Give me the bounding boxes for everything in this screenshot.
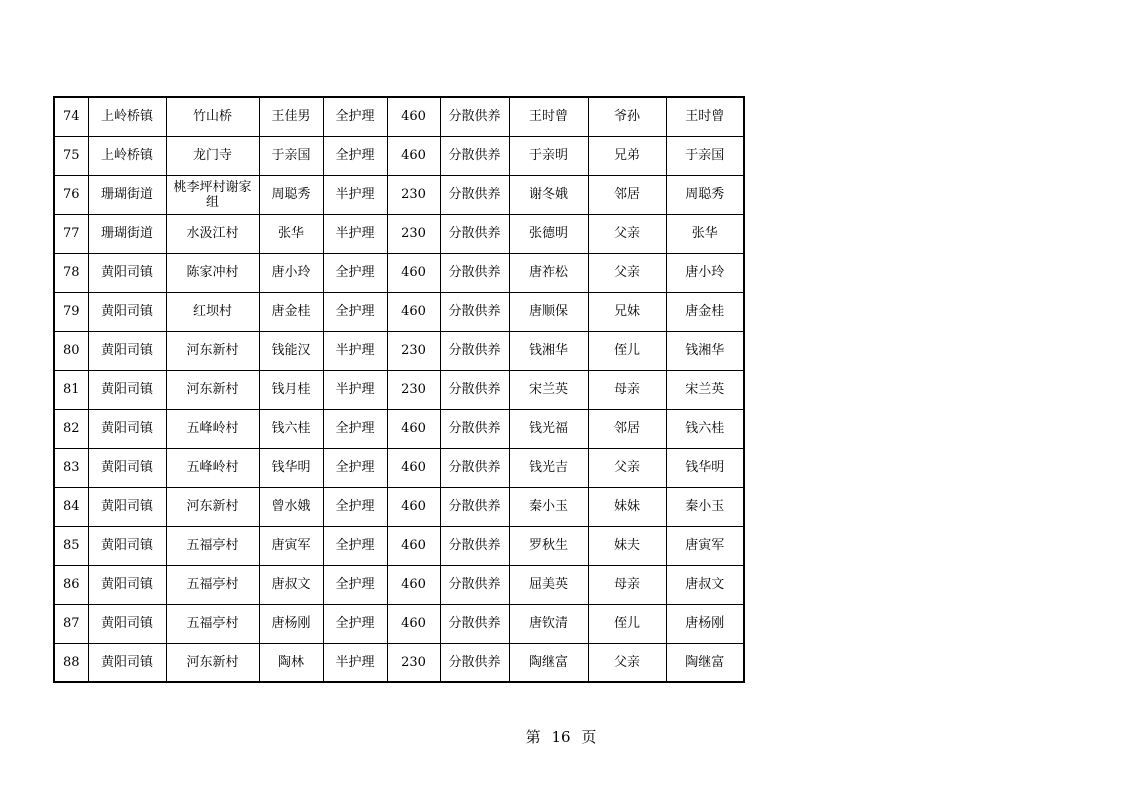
amount-cell: 460 <box>387 253 440 292</box>
serial-number-cell: 80 <box>54 331 88 370</box>
recipient-cell: 宋兰英 <box>666 370 744 409</box>
relationship-cell: 父亲 <box>588 214 666 253</box>
village-cell: 五福亭村 <box>166 526 259 565</box>
recipient-cell: 唐小玲 <box>666 253 744 292</box>
care-level-cell: 全护理 <box>323 487 387 526</box>
care-level-cell: 半护理 <box>323 331 387 370</box>
support-type-cell: 分散供养 <box>440 487 509 526</box>
amount-cell: 460 <box>387 292 440 331</box>
township-cell: 黄阳司镇 <box>88 292 166 331</box>
support-type-cell: 分散供养 <box>440 331 509 370</box>
caregiver-cell: 宋兰英 <box>509 370 588 409</box>
township-cell: 黄阳司镇 <box>88 253 166 292</box>
recipient-cell: 张华 <box>666 214 744 253</box>
care-level-cell: 全护理 <box>323 448 387 487</box>
amount-cell: 460 <box>387 526 440 565</box>
care-level-cell: 全护理 <box>323 292 387 331</box>
support-type-cell: 分散供养 <box>440 292 509 331</box>
table-row <box>54 253 744 292</box>
caregiver-cell: 唐钦清 <box>509 604 588 643</box>
village-cell: 河东新村 <box>166 331 259 370</box>
amount-cell: 230 <box>387 370 440 409</box>
recipient-cell: 周聪秀 <box>666 175 744 214</box>
roster-table-body <box>54 97 744 682</box>
township-cell: 黄阳司镇 <box>88 643 166 682</box>
township-cell: 黄阳司镇 <box>88 604 166 643</box>
serial-number-cell: 81 <box>54 370 88 409</box>
serial-number-cell: 74 <box>54 97 88 136</box>
amount-cell: 460 <box>387 487 440 526</box>
name-cell: 曾水娥 <box>259 487 323 526</box>
serial-number-cell: 88 <box>54 643 88 682</box>
name-cell: 陶林 <box>259 643 323 682</box>
caregiver-cell: 屈美英 <box>509 565 588 604</box>
relationship-cell: 妹妹 <box>588 487 666 526</box>
care-level-cell: 全护理 <box>323 136 387 175</box>
township-cell: 上岭桥镇 <box>88 136 166 175</box>
name-cell: 于亲国 <box>259 136 323 175</box>
caregiver-cell: 谢冬娥 <box>509 175 588 214</box>
support-type-cell: 分散供养 <box>440 370 509 409</box>
serial-number-cell: 85 <box>54 526 88 565</box>
caregiver-cell: 钱光吉 <box>509 448 588 487</box>
support-type-cell: 分散供养 <box>440 526 509 565</box>
caregiver-cell: 王时曾 <box>509 97 588 136</box>
support-type-cell: 分散供养 <box>440 136 509 175</box>
care-level-cell: 全护理 <box>323 409 387 448</box>
amount-cell: 460 <box>387 604 440 643</box>
serial-number-cell: 75 <box>54 136 88 175</box>
recipient-cell: 王时曾 <box>666 97 744 136</box>
recipient-cell: 钱湘华 <box>666 331 744 370</box>
serial-number-cell: 84 <box>54 487 88 526</box>
support-type-cell: 分散供养 <box>440 214 509 253</box>
roster-table <box>53 96 745 683</box>
township-cell: 黄阳司镇 <box>88 487 166 526</box>
name-cell: 钱月桂 <box>259 370 323 409</box>
township-cell: 黄阳司镇 <box>88 409 166 448</box>
township-cell: 黄阳司镇 <box>88 370 166 409</box>
relationship-cell: 妹夫 <box>588 526 666 565</box>
township-cell: 上岭桥镇 <box>88 97 166 136</box>
caregiver-cell: 秦小玉 <box>509 487 588 526</box>
care-level-cell: 全护理 <box>323 253 387 292</box>
village-cell: 水汲江村 <box>166 214 259 253</box>
village-cell: 陈家冲村 <box>166 253 259 292</box>
page-footer-prefix: 第 <box>525 728 541 746</box>
village-cell: 河东新村 <box>166 487 259 526</box>
care-level-cell: 半护理 <box>323 175 387 214</box>
caregiver-cell: 罗秋生 <box>509 526 588 565</box>
name-cell: 钱能汉 <box>259 331 323 370</box>
amount-cell: 230 <box>387 331 440 370</box>
caregiver-cell: 唐祚松 <box>509 253 588 292</box>
village-cell: 五福亭村 <box>166 604 259 643</box>
caregiver-cell: 陶继富 <box>509 643 588 682</box>
name-cell: 唐叔文 <box>259 565 323 604</box>
township-cell: 珊瑚街道 <box>88 214 166 253</box>
recipient-cell: 唐杨刚 <box>666 604 744 643</box>
name-cell: 唐杨刚 <box>259 604 323 643</box>
serial-number-cell: 83 <box>54 448 88 487</box>
serial-number-cell: 82 <box>54 409 88 448</box>
caregiver-cell: 钱湘华 <box>509 331 588 370</box>
recipient-cell: 钱六桂 <box>666 409 744 448</box>
relationship-cell: 父亲 <box>588 448 666 487</box>
table-row <box>54 370 744 409</box>
relationship-cell: 母亲 <box>588 370 666 409</box>
support-type-cell: 分散供养 <box>440 448 509 487</box>
name-cell: 王佳男 <box>259 97 323 136</box>
serial-number-cell: 76 <box>54 175 88 214</box>
relationship-cell: 兄弟 <box>588 136 666 175</box>
support-type-cell: 分散供养 <box>440 253 509 292</box>
name-cell: 唐寅军 <box>259 526 323 565</box>
name-cell: 钱华明 <box>259 448 323 487</box>
village-cell: 河东新村 <box>166 370 259 409</box>
page-footer-suffix: 页 <box>581 728 597 746</box>
serial-number-cell: 78 <box>54 253 88 292</box>
name-cell: 唐金桂 <box>259 292 323 331</box>
name-cell: 钱六桂 <box>259 409 323 448</box>
relationship-cell: 兄妹 <box>588 292 666 331</box>
table-row <box>54 448 744 487</box>
relationship-cell: 邻居 <box>588 409 666 448</box>
support-type-cell: 分散供养 <box>440 604 509 643</box>
relationship-cell: 父亲 <box>588 643 666 682</box>
amount-cell: 460 <box>387 136 440 175</box>
care-level-cell: 半护理 <box>323 214 387 253</box>
care-level-cell: 全护理 <box>323 565 387 604</box>
township-cell: 黄阳司镇 <box>88 565 166 604</box>
table-row <box>54 643 744 682</box>
support-type-cell: 分散供养 <box>440 175 509 214</box>
amount-cell: 230 <box>387 643 440 682</box>
amount-cell: 230 <box>387 214 440 253</box>
care-level-cell: 全护理 <box>323 604 387 643</box>
township-cell: 黄阳司镇 <box>88 526 166 565</box>
name-cell: 张华 <box>259 214 323 253</box>
care-level-cell: 半护理 <box>323 643 387 682</box>
table-row <box>54 409 744 448</box>
village-cell: 红坝村 <box>166 292 259 331</box>
village-cell: 竹山桥 <box>166 97 259 136</box>
page-footer <box>0 726 1122 747</box>
table-row <box>54 214 744 253</box>
table-row <box>54 604 744 643</box>
care-level-cell: 全护理 <box>323 97 387 136</box>
recipient-cell: 陶继富 <box>666 643 744 682</box>
caregiver-cell: 张德明 <box>509 214 588 253</box>
caregiver-cell: 钱光福 <box>509 409 588 448</box>
serial-number-cell: 86 <box>54 565 88 604</box>
page-number: 16 <box>551 728 571 746</box>
recipient-cell: 钱华明 <box>666 448 744 487</box>
township-cell: 黄阳司镇 <box>88 448 166 487</box>
township-cell: 珊瑚街道 <box>88 175 166 214</box>
amount-cell: 460 <box>387 448 440 487</box>
table-row <box>54 565 744 604</box>
relationship-cell: 邻居 <box>588 175 666 214</box>
recipient-cell: 唐叔文 <box>666 565 744 604</box>
name-cell: 唐小玲 <box>259 253 323 292</box>
village-cell: 五峰岭村 <box>166 448 259 487</box>
relationship-cell: 母亲 <box>588 565 666 604</box>
recipient-cell: 秦小玉 <box>666 487 744 526</box>
serial-number-cell: 77 <box>54 214 88 253</box>
amount-cell: 460 <box>387 565 440 604</box>
village-cell: 五峰岭村 <box>166 409 259 448</box>
support-type-cell: 分散供养 <box>440 643 509 682</box>
relationship-cell: 爷孙 <box>588 97 666 136</box>
table-row <box>54 487 744 526</box>
name-cell: 周聪秀 <box>259 175 323 214</box>
relationship-cell: 侄儿 <box>588 604 666 643</box>
table-row <box>54 97 744 136</box>
village-cell: 五福亭村 <box>166 565 259 604</box>
recipient-cell: 唐金桂 <box>666 292 744 331</box>
recipient-cell: 唐寅军 <box>666 526 744 565</box>
relationship-cell: 侄儿 <box>588 331 666 370</box>
relationship-cell: 父亲 <box>588 253 666 292</box>
serial-number-cell: 79 <box>54 292 88 331</box>
support-type-cell: 分散供养 <box>440 409 509 448</box>
table-row <box>54 136 744 175</box>
village-cell: 桃李坪村谢家组 <box>166 175 259 214</box>
care-level-cell: 半护理 <box>323 370 387 409</box>
care-level-cell: 全护理 <box>323 526 387 565</box>
caregiver-cell: 于亲明 <box>509 136 588 175</box>
support-type-cell: 分散供养 <box>440 565 509 604</box>
support-type-cell: 分散供养 <box>440 97 509 136</box>
amount-cell: 460 <box>387 97 440 136</box>
recipient-cell: 于亲国 <box>666 136 744 175</box>
serial-number-cell: 87 <box>54 604 88 643</box>
amount-cell: 230 <box>387 175 440 214</box>
table-row <box>54 526 744 565</box>
table-row <box>54 292 744 331</box>
village-cell: 河东新村 <box>166 643 259 682</box>
caregiver-cell: 唐顺保 <box>509 292 588 331</box>
township-cell: 黄阳司镇 <box>88 331 166 370</box>
village-cell: 龙门寺 <box>166 136 259 175</box>
table-row <box>54 331 744 370</box>
table-row <box>54 175 744 214</box>
amount-cell: 460 <box>387 409 440 448</box>
